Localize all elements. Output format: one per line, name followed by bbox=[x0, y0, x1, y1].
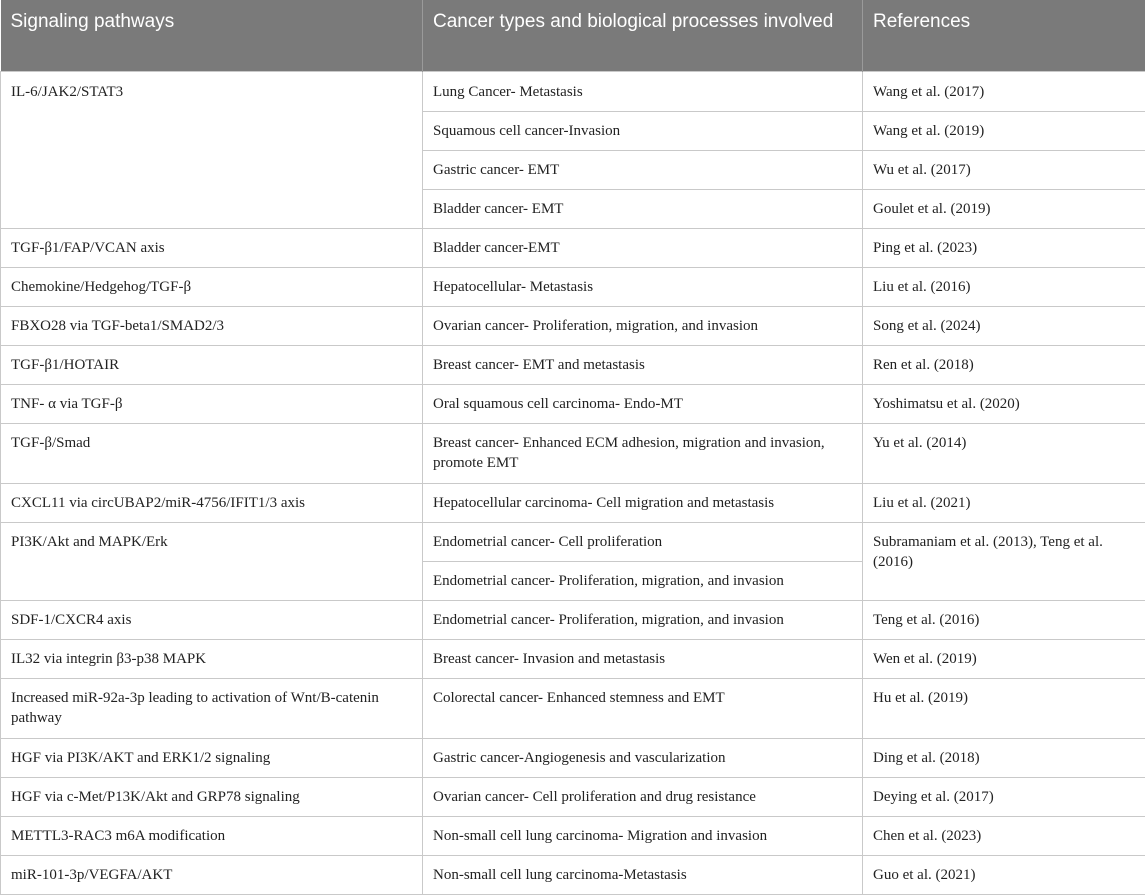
cancer-cell: Endometrial cancer- Proliferation, migration, and invasion bbox=[423, 600, 863, 639]
header-references: References bbox=[863, 0, 1145, 71]
pathway-cell: IL32 via integrin β3-p38 MAPK bbox=[1, 639, 423, 678]
reference-cell: Wu et al. (2017) bbox=[863, 150, 1145, 189]
pathway-cell: TNF- α via TGF-β bbox=[1, 384, 423, 423]
table-row bbox=[1, 345, 1145, 384]
table-row bbox=[1, 483, 1145, 522]
cancer-cell: Non-small cell lung carcinoma- Migration and invasion bbox=[423, 816, 863, 855]
table-row bbox=[1, 384, 1145, 423]
pathway-cell: miR-101-3p/VEGFA/AKT bbox=[1, 855, 423, 894]
table-row bbox=[1, 522, 1145, 561]
table-row bbox=[1, 738, 1145, 777]
table-row bbox=[1, 777, 1145, 816]
table-row bbox=[1, 306, 1145, 345]
pathway-cell: Chemokine/Hedgehog/TGF-β bbox=[1, 267, 423, 306]
pathway-cell: HGF via c-Met/P13K/Akt and GRP78 signaling bbox=[1, 777, 423, 816]
table-row bbox=[1, 71, 1145, 111]
table-row bbox=[1, 816, 1145, 855]
table-row bbox=[1, 423, 1145, 483]
reference-cell: Goulet et al. (2019) bbox=[863, 189, 1145, 228]
reference-cell: Ding et al. (2018) bbox=[863, 738, 1145, 777]
table-body bbox=[1, 71, 1145, 894]
cancer-cell: Breast cancer- Enhanced ECM adhesion, migration and invasion, promote EMT bbox=[423, 423, 863, 483]
reference-cell: Deying et al. (2017) bbox=[863, 777, 1145, 816]
cancer-cell: Hepatocellular- Metastasis bbox=[423, 267, 863, 306]
reference-cell: Wang et al. (2019) bbox=[863, 111, 1145, 150]
table-row bbox=[1, 267, 1145, 306]
cancer-cell: Lung Cancer- Metastasis bbox=[423, 71, 863, 111]
cancer-cell: Endometrial cancer- Cell proliferation bbox=[423, 522, 863, 561]
cancer-cell: Hepatocellular carcinoma- Cell migration and metastasis bbox=[423, 483, 863, 522]
pathway-cell: HGF via PI3K/AKT and ERK1/2 signaling bbox=[1, 738, 423, 777]
pathway-cell: TGF-β/Smad bbox=[1, 423, 423, 483]
table-row bbox=[1, 855, 1145, 894]
cancer-cell: Colorectal cancer- Enhanced stemness and EMT bbox=[423, 678, 863, 738]
pathway-cell: FBXO28 via TGF-beta1/SMAD2/3 bbox=[1, 306, 423, 345]
cancer-cell: Bladder cancer- EMT bbox=[423, 189, 863, 228]
pathway-cell: TGF-β1/HOTAIR bbox=[1, 345, 423, 384]
pathway-cell: TGF-β1/FAP/VCAN axis bbox=[1, 228, 423, 267]
cancer-cell: Ovarian cancer- Proliferation, migration, and invasion bbox=[423, 306, 863, 345]
reference-cell: Wen et al. (2019) bbox=[863, 639, 1145, 678]
reference-cell: Ping et al. (2023) bbox=[863, 228, 1145, 267]
cancer-cell: Squamous cell cancer-Invasion bbox=[423, 111, 863, 150]
reference-cell: Subramaniam et al. (2013), Teng et al. (2016) bbox=[863, 522, 1145, 600]
reference-cell: Hu et al. (2019) bbox=[863, 678, 1145, 738]
pathway-cell: CXCL11 via circUBAP2/miR-4756/IFIT1/3 axis bbox=[1, 483, 423, 522]
cancer-cell: Oral squamous cell carcinoma- Endo-MT bbox=[423, 384, 863, 423]
cancer-cell: Gastric cancer-Angiogenesis and vascularization bbox=[423, 738, 863, 777]
cancer-cell: Non-small cell lung carcinoma-Metastasis bbox=[423, 855, 863, 894]
reference-cell: Liu et al. (2021) bbox=[863, 483, 1145, 522]
cancer-cell: Endometrial cancer- Proliferation, migration, and invasion bbox=[423, 561, 863, 600]
cancer-cell: Breast cancer- Invasion and metastasis bbox=[423, 639, 863, 678]
pathway-cell: METTL3-RAC3 m6A modification bbox=[1, 816, 423, 855]
reference-cell: Ren et al. (2018) bbox=[863, 345, 1145, 384]
table-header bbox=[1, 0, 1145, 71]
pathway-cell: Increased miR-92a-3p leading to activation of Wnt/B-catenin pathway bbox=[1, 678, 423, 738]
table-row bbox=[1, 228, 1145, 267]
reference-cell: Teng et al. (2016) bbox=[863, 600, 1145, 639]
reference-cell: Song et al. (2024) bbox=[863, 306, 1145, 345]
reference-cell: Liu et al. (2016) bbox=[863, 267, 1145, 306]
header-cancer-types: Cancer types and biological processes involved bbox=[423, 0, 863, 71]
reference-cell: Chen et al. (2023) bbox=[863, 816, 1145, 855]
cancer-cell: Bladder cancer-EMT bbox=[423, 228, 863, 267]
reference-cell: Guo et al. (2021) bbox=[863, 855, 1145, 894]
pathway-cell: SDF-1/CXCR4 axis bbox=[1, 600, 423, 639]
reference-cell: Yoshimatsu et al. (2020) bbox=[863, 384, 1145, 423]
table-row bbox=[1, 600, 1145, 639]
cancer-cell: Ovarian cancer- Cell proliferation and drug resistance bbox=[423, 777, 863, 816]
header-row bbox=[1, 0, 1145, 71]
pathway-cell: PI3K/Akt and MAPK/Erk bbox=[1, 522, 423, 600]
reference-cell: Yu et al. (2014) bbox=[863, 423, 1145, 483]
reference-cell: Wang et al. (2017) bbox=[863, 71, 1145, 111]
cancer-cell: Breast cancer- EMT and metastasis bbox=[423, 345, 863, 384]
table-row bbox=[1, 639, 1145, 678]
cancer-cell: Gastric cancer- EMT bbox=[423, 150, 863, 189]
header-signaling-pathways: Signaling pathways bbox=[1, 0, 423, 71]
table-row bbox=[1, 678, 1145, 738]
pathway-cell: IL-6/JAK2/STAT3 bbox=[1, 71, 423, 228]
